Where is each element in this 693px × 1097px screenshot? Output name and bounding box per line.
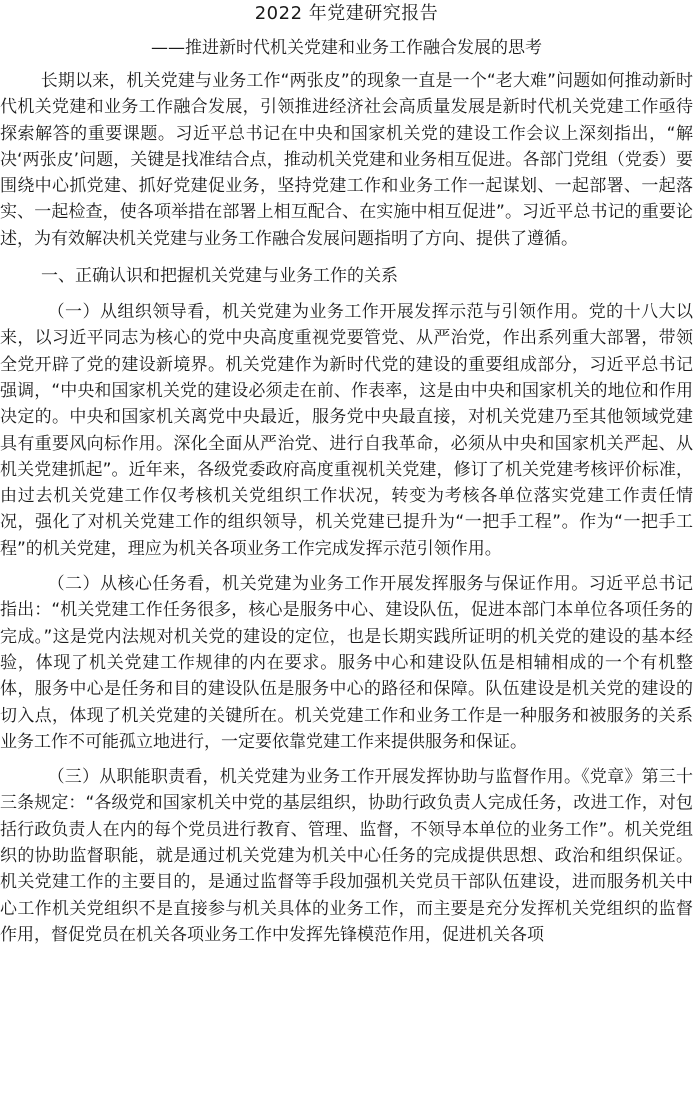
report-subtitle: ——推进新时代机关党建和业务工作融合发展的思考: [151, 38, 542, 58]
subsection-2-paragraph: （二）从核心任务看，机关党建为业务工作开展发挥服务与保证作用。习近平总书记指出：“机关党建工作任务很多，核心是服务中心、建设队伍，促进本部门本单位各项任务的完成。”这是党内法规对机关党的建设的定位，也是长期实践所证明的机关党的建设的基本经验，体现了机关党建工作规律的内在要求。服务中心和建设队伍是相辅相成的一个有机整体，服务中心是任务和目的建设队伍是服务中心的路径和保障。队伍建设是机关党的建设的切入点，体现了机关党建的关键所在。机关党建工作和业务工作是一种服务和被服务的关系业务工作不可能孤立地进行，一定要依靠党建工作来提供服务和保证。: [0, 574, 693, 752]
subsection-1-paragraph: （一）从组织领导看，机关党建为业务工作开展发挥示范与引领作用。党的十八大以来，以习近平同志为核心的党中央高度重视党要管党、从严治党，作出系列重大部署，带领全党开辟了党的建设新境界。机关党建作为新时代党的建设的重要组成部分，习近平总书记强调，“中央和国家机关党的建设必须走在前、作表率，这是由中央和国家机关的地位和作用决定的。中央和国家机关离党中央最近，服务党中央最直接，对机关党建乃至其他领域党建具有重要风向标作用。深化全面从严治党、进行自我革命，必须从中央和国家机关严起、从机关党建抓起”。近年来，各级党委政府高度重视机关党建，修订了机关党建考核评价标准，由过去机关党建工作仅考核机关党组织工作状况，转变为考核各单位落实党建工作责任情况，强化了对机关党建工作的组织领导，机关党建已提升为“一把手工程”。作为“一把手工程”的机关党建，理应为机关各项业务工作完成发挥示范引领作用。: [0, 302, 693, 559]
intro-paragraph: 长期以来，机关党建与业务工作“两张皮”的现象一直是一个“老大难”问题如何推动新时代机关党建和业务工作融合发展，引领推进经济社会高质量发展是新时代机关党建工作亟待探索解答的重要课题。习近平总书记在中央和国家机关党的建设工作会议上深刻指出，“解决‘两张皮’问题，关键是找准结合点，推动机关党建和业务相互促进。各部门党组（党委）要围绕中心抓党建、抓好党建促业务，坚持党建工作和业务工作一起谋划、一起部署、一起落实、一起检查，使各项举措在部署上相互配合、在实施中相互促进”。习近平总书记的重要论述，为有效解决机关党建与业务工作融合发展问题指明了方向、提供了遵循。: [0, 71, 693, 249]
subsection-3-paragraph: （三）从职能职责看，机关党建为业务工作开展发挥协助与监督作用。《党章》第三十三条规定：“各级党和国家机关中党的基层组织，协助行政负责人完成任务，改进工作，对包括行政负责人在内的每个党员进行教育、管理、监督，不领导本单位的业务工作”。机关党组织的协助监督职能，就是通过机关党建为机关中心任务的完成提供思想、政治和组织保证。机关党建工作的主要目的，是通过监督等手段加强机关党员干部队伍建设，进而服务机关中心工作机关党组织不是直接参与机关具体的业务工作，而主要是充分发挥机关党组织的监督作用，督促党员在机关各项业务工作中发挥先锋模范作用，促进机关各项: [0, 767, 693, 945]
section-1-heading: 一、正确认识和把握机关党建与业务工作的关系: [41, 266, 398, 287]
report-title: 2022 年党建研究报告: [254, 3, 439, 24]
